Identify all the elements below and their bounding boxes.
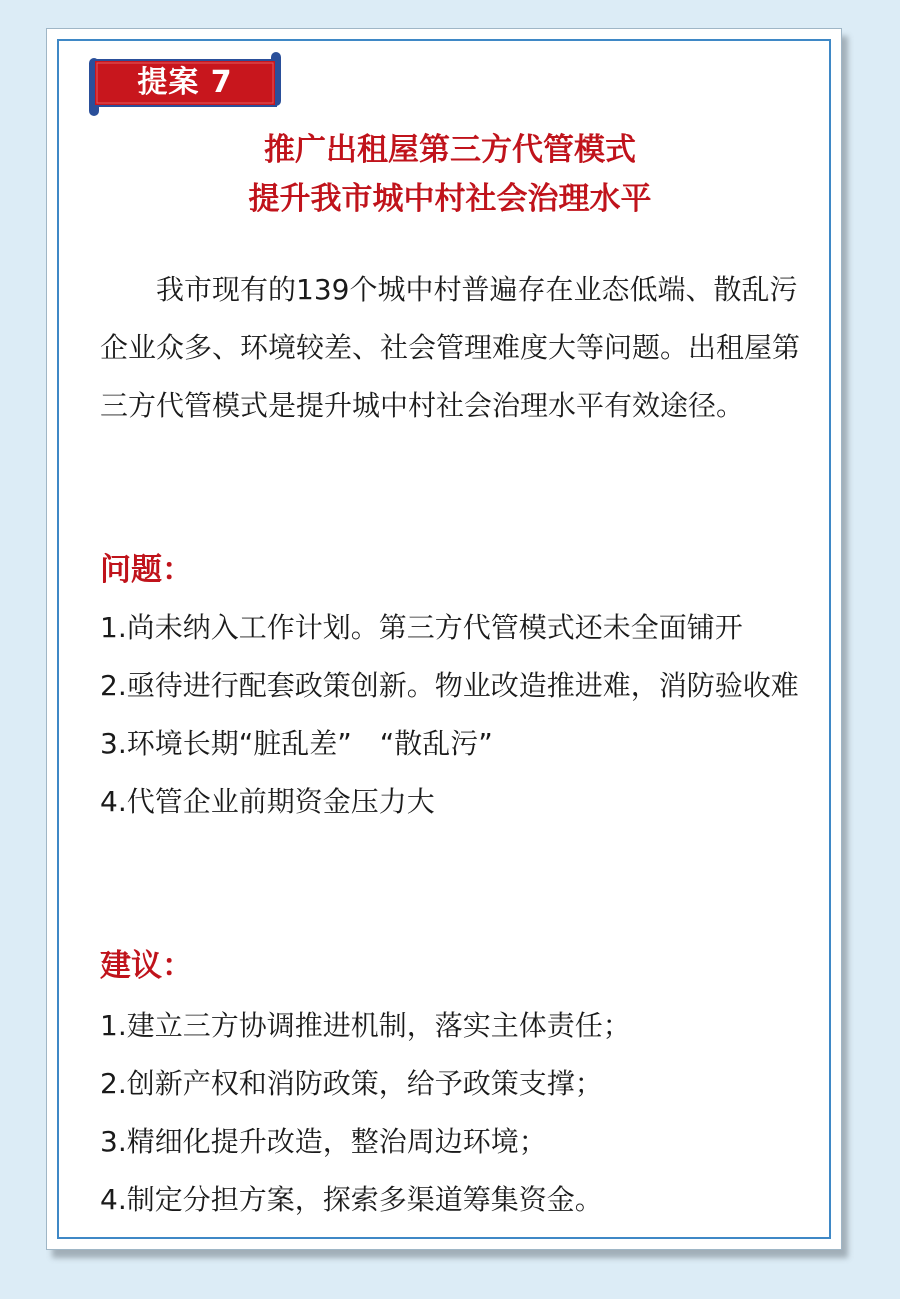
list-item: 1.建立三方协调推进机制，落实主体责任；	[100, 1009, 631, 1042]
list-item: 2.亟待进行配套政策创新。物业改造推进难，消防验收难	[100, 669, 799, 702]
page-title	[0, 126, 900, 224]
list-item: 3.环境长期“脏乱差” “散乱污”	[100, 727, 493, 760]
proposal-badge	[87, 52, 283, 116]
suggestions-list	[100, 997, 800, 1229]
title-line-2: 提升我市城中村社会治理水平	[248, 181, 652, 217]
title-line-1: 推广出租屋第三方代管模式	[264, 132, 636, 168]
list-item: 4.制定分担方案，探索多渠道筹集资金。	[100, 1183, 603, 1216]
list-item: 1.尚未纳入工作计划。第三方代管模式还未全面铺开	[100, 611, 743, 644]
list-item: 3.精细化提升改造，整治周边环境；	[100, 1125, 547, 1158]
list-item: 4.代管企业前期资金压力大	[100, 785, 435, 818]
suggestions-heading: 建议：	[100, 948, 193, 984]
problems-list	[100, 599, 800, 831]
problems-heading: 问题：	[100, 552, 193, 588]
list-item: 2.创新产权和消防政策，给予政策支撑；	[100, 1067, 603, 1100]
intro-paragraph: 我市现有的139个城中村普遍存在业态低端、散乱污企业众多、环境较差、社会管理难度大等问题。出租屋第三方代管模式是提升城中村社会治理水平有效途径。	[100, 273, 801, 422]
proposal-number-label: 提案 7	[137, 65, 233, 100]
